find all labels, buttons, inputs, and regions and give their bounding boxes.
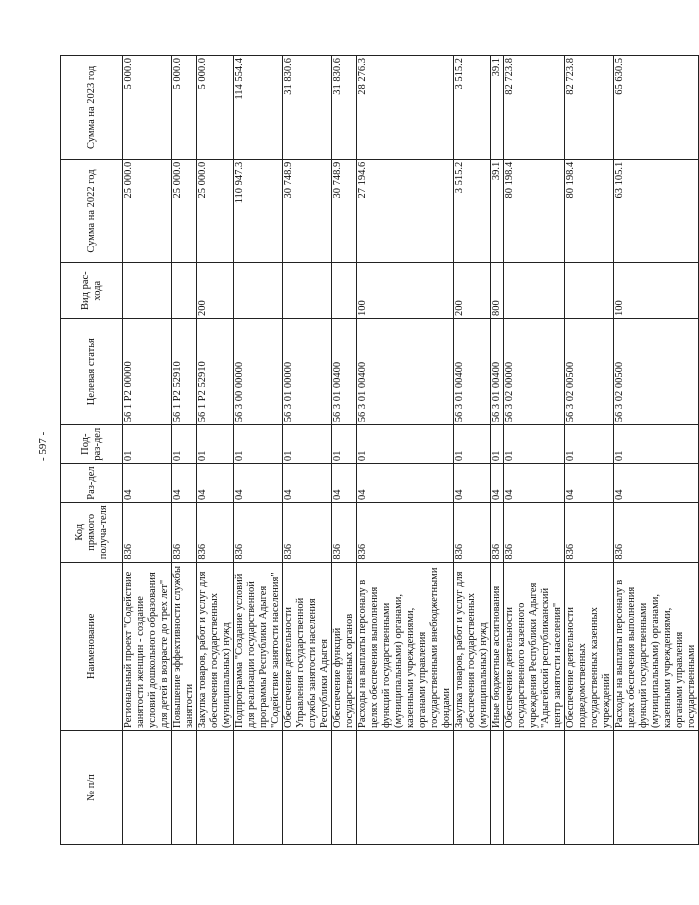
cell-podrazdel: 01 — [332, 425, 357, 464]
cell-target: 56 3 00 00000 — [234, 319, 283, 425]
table-row — [504, 56, 565, 845]
cell-vid: 100 — [357, 263, 454, 319]
table-row — [234, 56, 283, 845]
cell-sum2022: 25 000.0 — [197, 159, 234, 263]
cell-target: 56 3 01 00400 — [454, 319, 491, 425]
cell-num — [172, 731, 197, 845]
cell-name: Иные бюджетные ассигнования — [491, 562, 504, 730]
cell-sum2023: 31 830.6 — [283, 56, 332, 160]
table-row — [454, 56, 491, 845]
table-row — [197, 56, 234, 845]
cell-razdel: 04 — [357, 464, 454, 503]
cell-podrazdel: 01 — [357, 425, 454, 464]
cell-razdel: 04 — [283, 464, 332, 503]
cell-num — [123, 731, 172, 845]
table-header-row — [61, 56, 123, 845]
cell-sum2023: 5 000.0 — [172, 56, 197, 160]
cell-vid — [332, 263, 357, 319]
cell-target: 56 3 01 00400 — [332, 319, 357, 425]
cell-vid — [172, 263, 197, 319]
header-vid: Вид рас-хода — [61, 263, 123, 319]
cell-sum2023: 39.1 — [491, 56, 504, 160]
cell-target: 56 1 P2 52910 — [197, 319, 234, 425]
cell-podrazdel: 01 — [123, 425, 172, 464]
cell-sum2022: 3 515.2 — [454, 159, 491, 263]
cell-name: Подпрограмма "Создание условий для реализации государственной программы Республики Адыгея "Содействие занятости населения" — [234, 562, 283, 730]
table-row — [491, 56, 504, 845]
cell-sum2022: 25 000.0 — [172, 159, 197, 263]
cell-razdel: 04 — [565, 464, 614, 503]
cell-num — [614, 731, 699, 845]
budget-table — [60, 55, 699, 845]
cell-vid — [504, 263, 565, 319]
cell-sum2023: 82 723.8 — [504, 56, 565, 160]
cell-name: Расходы на выплаты персоналу в целях обеспечения выполнения функций государственными (муниципальными) органами, казенными учреждениями, органами управления государственными — [614, 562, 699, 730]
cell-name: Закупка товаров, работ и услуг для обеспечения государственных (муниципальных) нужд — [197, 562, 234, 730]
cell-podrazdel: 01 — [491, 425, 504, 464]
cell-num — [357, 731, 454, 845]
table-row — [332, 56, 357, 845]
header-target: Целевая статья — [61, 319, 123, 425]
cell-name: Повышение эффективности службы занятости — [172, 562, 197, 730]
budget-table-container — [60, 55, 697, 845]
header-razdel: Раз-дел — [61, 464, 123, 503]
cell-razdel: 04 — [234, 464, 283, 503]
cell-vid: 200 — [197, 263, 234, 319]
cell-podrazdel: 01 — [454, 425, 491, 464]
cell-name: Обеспечение деятельности Управления государственной службы занятости населения Республики Адыгея — [283, 562, 332, 730]
cell-podrazdel: 01 — [565, 425, 614, 464]
cell-razdel: 04 — [504, 464, 565, 503]
cell-podrazdel: 01 — [504, 425, 565, 464]
cell-code: 836 — [332, 502, 357, 562]
cell-sum2023: 5 000.0 — [197, 56, 234, 160]
cell-code: 836 — [283, 502, 332, 562]
cell-sum2023: 5 000.0 — [123, 56, 172, 160]
table-row — [565, 56, 614, 845]
cell-code: 836 — [614, 502, 699, 562]
cell-target: 56 1 P2 52910 — [172, 319, 197, 425]
cell-name: Обеспечение деятельности подведомственных государственных казенных учреждений — [565, 562, 614, 730]
cell-name: Обеспечение деятельности государственного казенного учреждения Республики Адыгея "Адыгейский республиканский центр занятости населения" — [504, 562, 565, 730]
cell-sum2022: 80 198.4 — [504, 159, 565, 263]
cell-code: 836 — [504, 502, 565, 562]
cell-sum2022: 25 000.0 — [123, 159, 172, 263]
cell-code: 836 — [565, 502, 614, 562]
cell-target: 56 3 01 00400 — [357, 319, 454, 425]
cell-code: 836 — [234, 502, 283, 562]
cell-vid — [565, 263, 614, 319]
cell-vid — [283, 263, 332, 319]
cell-target: 56 3 02 00500 — [614, 319, 699, 425]
cell-razdel: 04 — [614, 464, 699, 503]
cell-sum2023: 31 830.6 — [332, 56, 357, 160]
cell-code: 836 — [197, 502, 234, 562]
header-name: Наименование — [61, 562, 123, 730]
cell-target: 56 1 P2 00000 — [123, 319, 172, 425]
header-sum2023: Сумма на 2023 год — [61, 56, 123, 160]
cell-target: 56 3 02 00000 — [504, 319, 565, 425]
cell-sum2023: 65 630.5 — [614, 56, 699, 160]
cell-podrazdel: 01 — [614, 425, 699, 464]
cell-name: Закупка товаров, работ и услуг для обеспечения государственных (муниципальных) нужд — [454, 562, 491, 730]
cell-vid: 800 — [491, 263, 504, 319]
cell-razdel: 04 — [197, 464, 234, 503]
cell-num — [491, 731, 504, 845]
cell-num — [332, 731, 357, 845]
cell-podrazdel: 01 — [234, 425, 283, 464]
cell-num — [454, 731, 491, 845]
cell-sum2022: 63 105.1 — [614, 159, 699, 263]
table-row — [614, 56, 699, 845]
cell-sum2023: 3 515.2 — [454, 56, 491, 160]
cell-sum2022: 110 947.3 — [234, 159, 283, 263]
cell-num — [197, 731, 234, 845]
cell-name: Обеспечение функций государственных органов — [332, 562, 357, 730]
cell-num — [504, 731, 565, 845]
cell-sum2022: 27 194.6 — [357, 159, 454, 263]
cell-code: 836 — [123, 502, 172, 562]
header-podrazdel: Под-раз-дел — [61, 425, 123, 464]
cell-razdel: 04 — [491, 464, 504, 503]
cell-sum2022: 30 748.9 — [332, 159, 357, 263]
cell-code: 836 — [172, 502, 197, 562]
cell-sum2022: 30 748.9 — [283, 159, 332, 263]
cell-vid — [234, 263, 283, 319]
cell-code: 836 — [454, 502, 491, 562]
cell-num — [234, 731, 283, 845]
cell-podrazdel: 01 — [172, 425, 197, 464]
cell-vid: 200 — [454, 263, 491, 319]
cell-sum2023: 114 554.4 — [234, 56, 283, 160]
cell-target: 56 3 01 00000 — [283, 319, 332, 425]
cell-razdel: 04 — [172, 464, 197, 503]
cell-target: 56 3 01 00400 — [491, 319, 504, 425]
header-code: Код прямого получа-теля — [61, 502, 123, 562]
cell-sum2023: 82 723.8 — [565, 56, 614, 160]
table-row — [283, 56, 332, 845]
table-row — [123, 56, 172, 845]
header-num: № п/п — [61, 731, 123, 845]
header-sum2022: Сумма на 2022 год — [61, 159, 123, 263]
cell-razdel: 04 — [454, 464, 491, 503]
page-number: - 597 - — [37, 431, 49, 461]
cell-razdel: 04 — [123, 464, 172, 503]
cell-razdel: 04 — [332, 464, 357, 503]
cell-name: Региональный проект "Содействие занятости женщин - создание условий дошкольного образования для детей в возрасте до трех лет" — [123, 562, 172, 730]
table-row — [172, 56, 197, 845]
cell-sum2022: 80 198.4 — [565, 159, 614, 263]
cell-sum2023: 28 276.3 — [357, 56, 454, 160]
cell-code: 836 — [357, 502, 454, 562]
cell-vid — [123, 263, 172, 319]
cell-vid: 100 — [614, 263, 699, 319]
cell-num — [283, 731, 332, 845]
cell-podrazdel: 01 — [283, 425, 332, 464]
cell-code: 836 — [491, 502, 504, 562]
cell-sum2022: 39.1 — [491, 159, 504, 263]
cell-name: Расходы на выплаты персоналу в целях обеспечения выполнения функций государственными (муниципальными) органами, казенными учреждениями, органами управления государственными внебюджетными фондами — [357, 562, 454, 730]
cell-num — [565, 731, 614, 845]
table-row — [357, 56, 454, 845]
cell-podrazdel: 01 — [197, 425, 234, 464]
cell-target: 56 3 02 00500 — [565, 319, 614, 425]
